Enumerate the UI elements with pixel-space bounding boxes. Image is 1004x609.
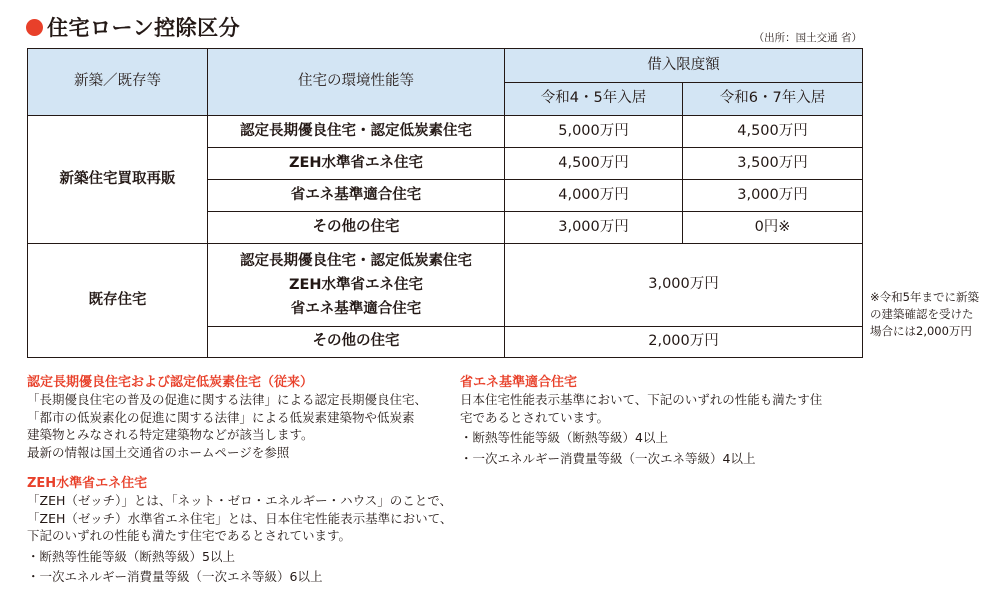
category-new: 新築住宅買取再販 <box>28 116 208 244</box>
header-year-a: 令和4・5年入居 <box>505 83 683 116</box>
performance-line: 認定長期優良住宅・認定低炭素住宅 <box>240 253 472 269</box>
note-bullet: ・断熱等性能等級（断熱等級）5以上 <box>27 548 235 564</box>
footnote-side: ※令和5年までに新築の建築確認を受けた場合には2,000万円 <box>870 290 979 338</box>
performance-line: ZEH水準省エネ住宅 <box>288 277 424 293</box>
note-bullet: ・一次エネルギー消費量等級（一次エネ等級）6以上 <box>27 569 323 584</box>
note-bullet: ・断熱等性能等級（断熱等級）4以上 <box>460 430 668 445</box>
header-performance: 住宅の環境性能等 <box>208 49 505 116</box>
performance-cell: 省エネ基準適合住宅 <box>208 180 505 212</box>
note-line: 最新の情報は国土交通省のホームページを参照 <box>27 444 290 460</box>
header-new-existing: 新築／既存等 <box>28 49 208 116</box>
note-heading-zeh: ZEH水準省エネ住宅 <box>27 476 148 491</box>
header-year-b: 令和6・7年入居 <box>683 83 863 116</box>
amount-cell: 4,000万円 <box>505 180 683 212</box>
note-heading-certified: 認定長期優良住宅および認定低炭素住宅（従来） <box>27 375 314 390</box>
note-line: 「ZEH（ゼッチ）」とは、「ネット・ゼロ・エネルギー・ハウス」のことで、 <box>27 493 452 508</box>
page-title-text: 住宅ローン控除区分 <box>47 16 241 40</box>
note-line: 日本住宅性能表示基準において、下記のいずれの性能も満たす住 <box>460 392 823 407</box>
source-note: （出所：国土交通 省） <box>753 32 862 44</box>
note-line: 「ZEH（ゼッチ）水準省エネ住宅」とは、日本住宅性能表示基準において、 <box>27 510 453 526</box>
note-line: 「都市の低炭素化の促進に関する法律」による低炭素建築物や低炭素 <box>27 409 415 425</box>
note-body-energy <box>460 391 870 467</box>
note-body-zeh <box>27 492 457 586</box>
note-line: 下記のいずれの性能も満たす住宅であるとされています。 <box>27 528 352 543</box>
note-line: 建築物とみなされる特定建築物などが該当します。 <box>27 427 314 442</box>
note-bullet: ・一次エネルギー消費量等級（一次エネ等級）4以上 <box>460 450 756 466</box>
note-line: 「長期優良住宅の普及の促進に関する法律」による認定長期優良住宅、 <box>27 392 428 407</box>
performance-cell: 認定長期優良住宅・認定低炭素住宅 <box>208 116 505 148</box>
amount-cell: 3,000万円 <box>683 180 863 212</box>
amount-cell: 3,500万円 <box>683 148 863 180</box>
performance-cell: その他の住宅 <box>208 327 505 358</box>
performance-line: 省エネ基準適合住宅 <box>290 301 422 317</box>
header-limit: 借入限度額 <box>505 49 863 83</box>
amount-cell: 3,000万円 <box>505 244 863 327</box>
amount-cell: 2,000万円 <box>505 327 863 358</box>
loan-limit-table <box>27 48 863 358</box>
category-existing: 既存住宅 <box>28 244 208 358</box>
amount-cell: 3,000万円 <box>505 212 683 244</box>
performance-cell: ZEH水準省エネ住宅 <box>208 148 505 180</box>
amount-cell: 0円※ <box>683 212 863 244</box>
note-heading-energy: 省エネ基準適合住宅 <box>460 375 578 390</box>
note-body-certified <box>27 391 457 461</box>
amount-cell: 4,500万円 <box>505 148 683 180</box>
performance-cell-multi <box>208 244 505 327</box>
bullet-dot-icon <box>26 19 43 36</box>
amount-cell: 5,000万円 <box>505 116 683 148</box>
note-line: 宅であるとされています。 <box>460 409 610 425</box>
amount-cell: 4,500万円 <box>683 116 863 148</box>
page-title <box>26 12 240 42</box>
performance-cell: その他の住宅 <box>208 212 505 244</box>
